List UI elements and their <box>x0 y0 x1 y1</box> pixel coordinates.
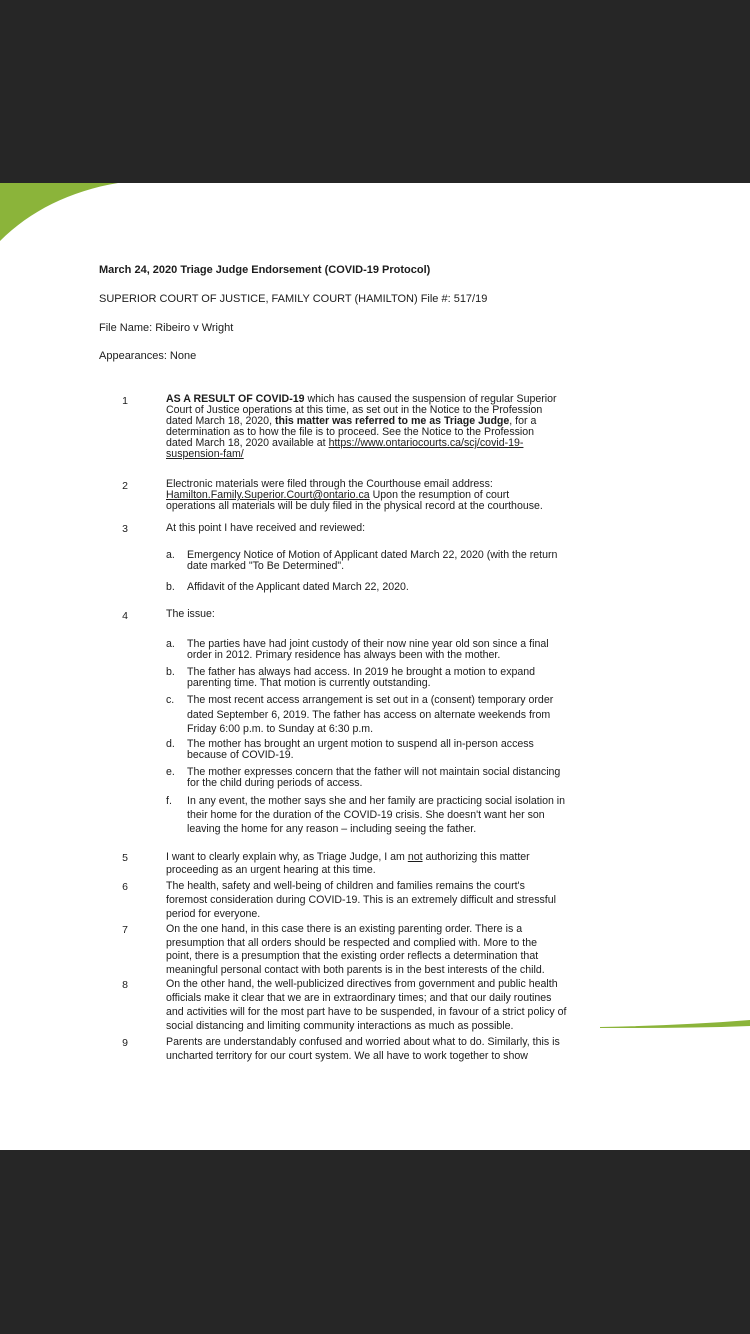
list-item-line: Friday 6:00 p.m. to Sunday at 6:30 p.m. <box>187 723 374 735</box>
para6-line: foremost consideration during COVID-19. This is an extremely difficult and stressful <box>166 894 556 906</box>
para7-line: presumption that all orders should be respected and complied with. More to the <box>166 937 537 949</box>
paragraph-number: 8 <box>122 979 128 991</box>
list-item-line: Emergency Notice of Motion of Applicant dated March 22, 2020 (with the return <box>187 549 558 561</box>
list-item-line: date marked "To Be Determined". <box>187 560 345 572</box>
list-item-line: The mother expresses concern that the father will not maintain social distancing <box>187 766 561 778</box>
list-item-line: The most recent access arrangement is set out in a (consent) temporary order <box>187 694 554 706</box>
para7-line: On the one hand, in this case there is an existing parenting order. There is a <box>166 923 523 935</box>
para2-line: operations all materials will be duly filed in the physical record at the courthouse. <box>166 500 543 512</box>
para7-line: meaningful personal contact with both parents is in the best interests of the child. <box>166 964 545 976</box>
paragraph-number: 6 <box>122 881 128 893</box>
courthouse-email-link[interactable]: Hamilton.Family.Superior.Court@ontario.ca <box>166 489 370 501</box>
notice-link[interactable]: https://www.ontariocourts.ca/scj/covid-19- <box>328 437 524 449</box>
list-item-line: The father has always had access. In 2019 he brought a motion to expand <box>187 666 536 678</box>
para8-line: On the other hand, the well-publicized directives from government and public health <box>166 978 558 990</box>
para6-line: period for everyone. <box>166 908 261 920</box>
bottom-black-bar <box>0 1150 750 1334</box>
para1-line: dated March 18, 2020, this matter was referred to me as Triage Judge, for a <box>166 415 537 427</box>
endorsement-title: March 24, 2020 Triage Judge Endorsement (COVID-19 Protocol) <box>99 264 431 276</box>
list-letter: a. <box>166 549 175 561</box>
paragraph-number: 1 <box>122 395 128 407</box>
list-item-line: for the child during periods of access. <box>187 777 363 789</box>
court-line: SUPERIOR COURT OF JUSTICE, FAMILY COURT (HAMILTON) File #: 517/19 <box>99 293 488 305</box>
green-line-decoration <box>600 1018 750 1034</box>
para5-line: proceeding as an urgent hearing at this time. <box>166 864 376 876</box>
para4-line: The issue: <box>166 608 215 620</box>
para1-line: AS A RESULT OF COVID-19 which has caused the suspension of regular Superior <box>166 393 557 405</box>
para2-line: Electronic materials were filed through the Courthouse email address: <box>166 478 493 490</box>
para2-line: Hamilton.Family.Superior.Court@ontario.ca Upon the resumption of court <box>166 489 510 501</box>
list-letter: e. <box>166 766 175 778</box>
para1-line: determination as to how the file is to proceed. See the Notice to the Profession <box>166 426 535 438</box>
appearances: Appearances: None <box>99 350 197 362</box>
list-item-line: leaving the home for any reason – including seeing the father. <box>187 823 477 835</box>
list-letter: b. <box>166 581 175 593</box>
list-item-line: In any event, the mother says she and her family are practicing social isolation in <box>187 795 566 807</box>
paragraph-number: 3 <box>122 523 128 535</box>
list-item-line: parenting time. That motion is currently outstanding. <box>187 677 431 689</box>
paragraph-number: 9 <box>122 1037 128 1049</box>
list-item-line: order in 2012. Primary residence has always been with the mother. <box>187 649 501 661</box>
list-letter: a. <box>166 638 175 650</box>
para8-line: and activities will for the most part have to be suspended, in favour of a strict policy of <box>166 1006 567 1018</box>
para8-line: officials make it clear that we are in extraordinary times; and that our daily routines <box>166 992 552 1004</box>
paragraph-number: 2 <box>122 480 128 492</box>
para1-line: Court of Justice operations at this time, as set out in the Notice to the Profession <box>166 404 543 416</box>
notice-link-continued[interactable]: suspension-fam/ <box>166 448 244 460</box>
list-letter: f. <box>166 795 172 807</box>
para8-line: social distancing and limiting community interactions as much as possible. <box>166 1020 514 1032</box>
list-item-line: their home for the duration of the COVID-19 crisis. She doesn't want her son <box>187 809 545 821</box>
paragraph-number: 7 <box>122 924 128 936</box>
paragraph-number: 4 <box>122 610 128 622</box>
para9-line: Parents are understandably confused and worried about what to do. Similarly, this is <box>166 1036 560 1048</box>
list-letter: b. <box>166 666 175 678</box>
list-letter: d. <box>166 738 175 750</box>
para5-line: I want to clearly explain why, as Triage Judge, I am not authorizing this matter <box>166 851 530 863</box>
green-swoosh-decoration <box>0 183 120 243</box>
para6-line: The health, safety and well-being of children and families remains the court's <box>166 880 525 892</box>
para3-line: At this point I have received and reviewed: <box>166 522 366 534</box>
document-page <box>0 183 750 1150</box>
list-item-line: because of COVID-19. <box>187 749 294 761</box>
list-item-line: The mother has brought an urgent motion to suspend all in-person access <box>187 738 534 750</box>
file-name: File Name: Ribeiro v Wright <box>99 322 234 334</box>
list-item-line: Affidavit of the Applicant dated March 22, 2020. <box>187 581 409 593</box>
para7-line: point, there is a presumption that the existing order reflects a determination that <box>166 950 539 962</box>
list-item-line: The parties have had joint custody of their now nine year old son since a final <box>187 638 549 650</box>
para9-line: uncharted territory for our court system. We all have to work together to show <box>166 1050 528 1062</box>
list-letter: c. <box>166 694 175 706</box>
paragraph-number: 5 <box>122 852 128 864</box>
list-item-line: dated September 6, 2019. The father has access on alternate weekends from <box>187 709 551 721</box>
para1-line: dated March 18, 2020 available at https://www.ontariocourts.ca/scj/covid-19- <box>166 437 524 449</box>
